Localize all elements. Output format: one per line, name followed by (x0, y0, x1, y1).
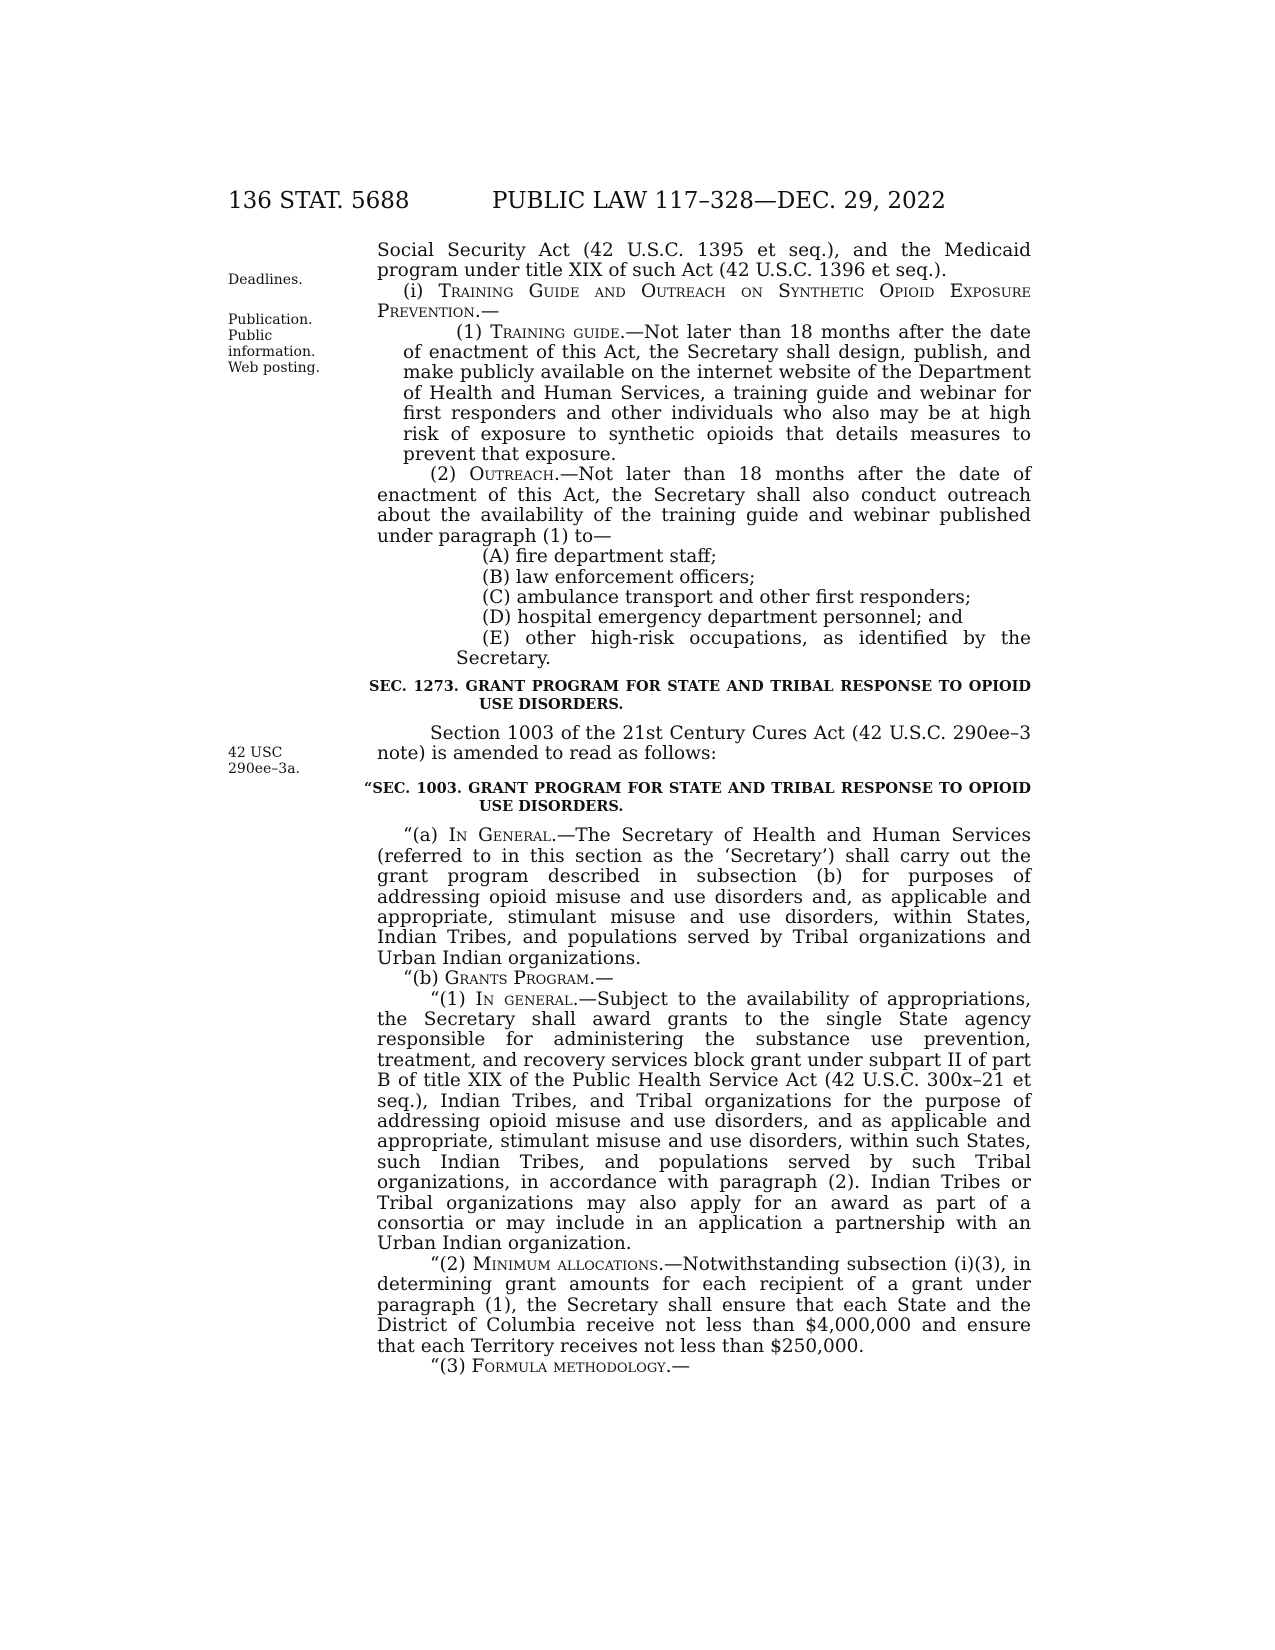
subsection-number: “(b) (403, 968, 445, 990)
subsection-text: .—The Secretary of Health and Human Services (referred to in this section as the ‘Secretary’) shall carry out the grant program described in subsection (b) for purposes of addressing opioid misuse and use disorders and, as applicable and appropriate, stimulant misuse and use disorders, within States, Indian Tribes, and populations served by Tribal organizations and Urban Indian organizations. (377, 825, 1031, 969)
paragraph-2-outreach (377, 465, 1031, 547)
public-law-title: PUBLIC LAW 117–328—DEC. 29, 2022 (492, 188, 946, 214)
heading-dash: .— (474, 301, 500, 323)
continued-paragraph: Social Security Act (42 U.S.C. 1395 et seq.), and the Medicaid program under title XIX of such Act (42 U.S.C. 1396 et seq.). (377, 240, 1031, 282)
list-item-a: (A) fire department staff; (482, 546, 717, 568)
subsection-heading: Grants Program (444, 968, 590, 990)
margin-note-line: 42 USC (228, 745, 283, 761)
paragraph-heading: In general (475, 988, 573, 1010)
document-body (364, 240, 1032, 1377)
subsection-heading: In General (448, 825, 552, 847)
paragraph-heading: Formula methodology (471, 1355, 666, 1377)
paragraph-number: (1) (456, 321, 491, 343)
margin-note-usc (228, 745, 368, 777)
list-item-b: (B) law enforcement officers; (482, 566, 756, 588)
paragraph-text: .—Notwithstanding subsection (i)(3), in determining grant amounts for each recipient of a grant under paragraph (1), the Secretary shall ensure that each State and the District of Columbia receive not less than $4,000,000 and ensure that each Territory receives not less than $250,000. (377, 1253, 1032, 1357)
margin-note-line: Web posting. (228, 360, 321, 376)
page-header (228, 188, 1030, 218)
margin-note-line: Public (228, 328, 273, 344)
margin-note-deadlines: Deadlines. (228, 272, 303, 288)
margin-note-line: 290ee–3a. (228, 761, 300, 777)
paragraph-b2-minimum-allocations (377, 1255, 1031, 1357)
paragraph-heading: Training guide (490, 321, 620, 343)
list-item-e: (E) other high-risk occupations, as identified by the Secretary. (456, 627, 1031, 670)
subsection-number: (i) (403, 280, 439, 302)
paragraph-number: “(2) (430, 1253, 473, 1275)
heading-dash: .— (665, 1355, 690, 1377)
list-item-d: (D) hospital emergency department personnel; and (482, 607, 963, 629)
margin-note-line: information. (228, 344, 316, 360)
subsection-heading-text: Training Guide and Outreach on Synthetic Opioid Exposure Prevention (377, 280, 1032, 323)
paragraph-b1-in-general (377, 990, 1031, 1255)
subsection-a (377, 826, 1031, 969)
paragraph-heading: Minimum allocations (472, 1253, 659, 1275)
paragraph-b3-formula-methodology (377, 1357, 1031, 1377)
subsection-b-heading (377, 969, 1031, 989)
paragraph-text: .—Not later than 18 months after the date of enactment of this Act, the Secretary shall also conduct outreach about the availability of the training guide and webinar published under paragraph (1) to— (377, 464, 1031, 547)
paragraph-number: “(3) (430, 1355, 472, 1377)
paragraph-text: .—Subject to the availability of appropriations, the Secretary shall award grants to the single State agency responsible for administering the substance use prevention, treatment, and recovery services block grant under subpart II of part B of title XIX of the Public Health Service Act (42 U.S.C. 300x–21 et seq.), Indian Tribes, and Tribal organizations for the purpose of addressing opioid misuse and use disorders, and as applicable and appropriate, stimulant misuse and use disorders, within such States, such Indian Tribes, and populations served by such Tribal organizations, in accordance with paragraph (2). Indian Tribes or Tribal organizations may also apply for an award as part of a consortia or may include in an application a partnership with an Urban Indian organization. (377, 988, 1031, 1255)
subsection-number: “(a) (403, 825, 449, 847)
paragraph-number: “(1) (430, 988, 476, 1010)
section-1003-heading: “SEC. 1003. GRANT PROGRAM FOR STATE AND TRIBAL RESPONSE TO OPIOID USE DISORDERS. (364, 780, 1031, 816)
margin-note-line: Publication. (228, 312, 313, 328)
section-1273-heading: SEC. 1273. GRANT PROGRAM FOR STATE AND TRIBAL RESPONSE TO OPIOID USE DISORDERS. (369, 677, 1031, 713)
heading-dash: .— (589, 968, 614, 990)
margin-note-publication (228, 312, 368, 376)
paragraph-heading: Outreach (469, 464, 554, 486)
paragraph-1-training-guide (377, 323, 1031, 466)
amendment-intro: Section 1003 of the 21st Century Cures Act (42 U.S.C. 290ee–3 note) is amended to read as follows: (377, 722, 1031, 764)
subsection-i-heading (377, 282, 1031, 323)
list-item-c: (C) ambulance transport and other first responders; (482, 586, 972, 608)
statute-page-number: 136 STAT. 5688 (228, 188, 410, 214)
paragraph-text: .—Not later than 18 months after the date of enactment of this Act, the Secretary shall design, publish, and make publicly available on the internet website of the Department of Health and Human Services, a training guide and webinar for first responders and other individuals who also may be at high risk of exposure to synthetic opioids that details measures to prevent that exposure. (403, 321, 1031, 466)
paragraph-number: (2) (430, 464, 470, 486)
